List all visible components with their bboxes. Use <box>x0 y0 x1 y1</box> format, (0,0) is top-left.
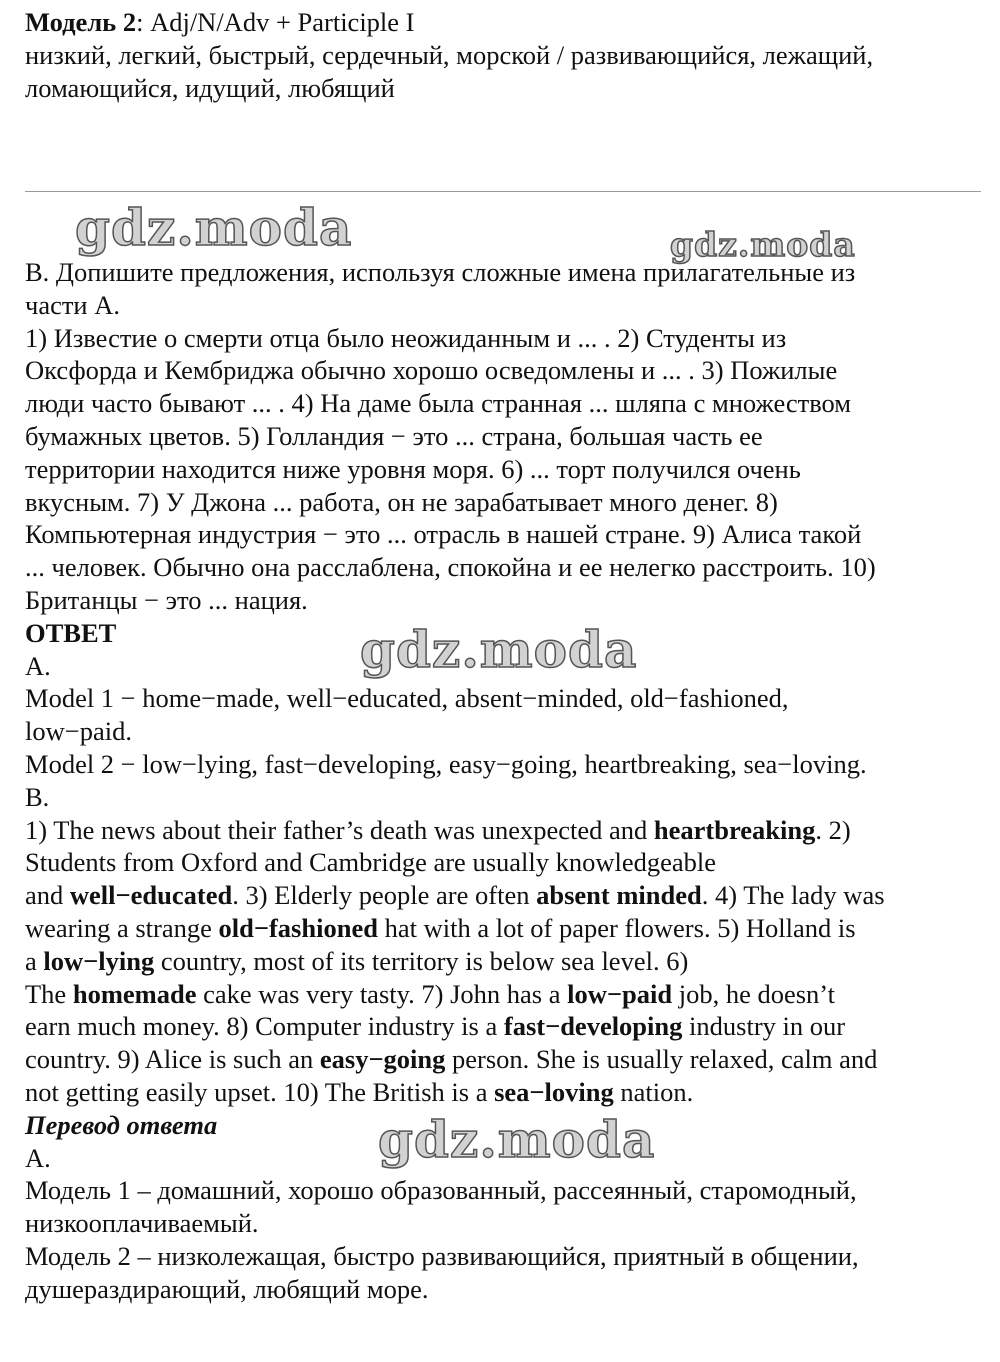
answer-text: wearing a strange <box>25 912 219 943</box>
answer-a-line: low−paid. <box>25 716 132 747</box>
page-divider <box>25 191 981 192</box>
answer-b-line <box>25 1076 985 1109</box>
answer-text: not getting easily upset. 10) The British is a <box>25 1076 495 1107</box>
answer-keyword: low−paid <box>567 978 673 1009</box>
task-line: Компьютерная индустрия − это ... отрасль в нашей стране. 9) Алиса такой <box>25 519 862 550</box>
watermark-logo: gdz.moda <box>378 1110 656 1169</box>
answer-b-line <box>25 945 985 978</box>
task-line: территории находится ниже уровня моря. 6) ... торт получился очень <box>25 453 801 484</box>
translation-line: Модель 2 – низколежащая, быстро развивающийся, приятный в общении, <box>25 1240 859 1271</box>
model2-words-line-2: ломающийся, идущий, любящий <box>25 72 395 103</box>
translation-line: низкооплачиваемый. <box>25 1208 259 1239</box>
answer-text: nation. <box>613 1076 694 1107</box>
task-line: части А. <box>25 289 121 320</box>
answer-keyword: low−lying <box>43 945 155 976</box>
answer-text: person. She is usually relaxed, calm and <box>445 1044 878 1075</box>
task-line: Оксфорда и Кембриджа обычно хорошо осведомлены и ... . 3) Пожилые <box>25 355 838 386</box>
task-line: 1) Известие о смерти отца было неожиданным и ... . 2) Студенты из <box>25 322 787 353</box>
answer-b-lines <box>25 814 985 1109</box>
answer-b-label: B. <box>25 781 50 812</box>
translation-line: душераздирающий, любящий море. <box>25 1273 429 1304</box>
answer-b-line <box>25 1043 985 1076</box>
answer-keyword: fast−developing <box>503 1011 683 1042</box>
answer-text: cake was very tasty. 7) John has a <box>196 978 568 1009</box>
answer-text: . 3) Elderly people are often <box>232 880 537 911</box>
answer-title: ОТВЕТ <box>25 617 117 648</box>
answer-keyword: absent minded <box>536 880 702 911</box>
answer-text: industry in our <box>682 1011 846 1042</box>
translation-line: Модель 1 – домашний, хорошо образованный, рассеянный, старомодный, <box>25 1175 857 1206</box>
translation-a-label: A. <box>25 1142 51 1173</box>
answer-text: country, most of its territory is below sea level. 6) <box>154 945 689 976</box>
answer-text: a <box>25 945 44 976</box>
answer-a-line: Model 1 − home−made, well−educated, absent−minded, old−fashioned, <box>25 683 789 714</box>
answer-text: job, he doesn’t <box>672 978 835 1009</box>
task-line: вкусным. 7) У Джона ... работа, он не зарабатывает много денег. 8) <box>25 486 778 517</box>
task-line: ... человек. Обычно она расслаблена, спокойна и ее нелегко расстроить. 10) <box>25 552 876 583</box>
translation-title: Перевод ответа <box>25 1109 218 1140</box>
watermark-logo: gdz.moda <box>75 198 353 257</box>
model2-pattern: : Adj/N/Adv + Participle I <box>136 7 415 37</box>
task-line: люди часто бывают ... . 4) На даме была странная ... шляпа с множеством <box>25 388 852 419</box>
task-line: B. Допишите предложения, используя сложные имена прилагательные из <box>25 257 856 287</box>
answer-keyword: heartbreaking <box>653 814 816 845</box>
answer-text: . 4) The lady was <box>701 880 885 911</box>
model2-label: Модель 2 <box>25 7 137 37</box>
answer-b-line <box>25 846 985 879</box>
answer-text: Students from Oxford and Cambridge are usually knowledgeable <box>25 847 717 878</box>
answer-keyword: sea−loving <box>494 1076 614 1107</box>
answer-b-line <box>25 912 985 945</box>
model2-header <box>25 6 985 104</box>
answer-a-line: Model 2 − low−lying, fast−developing, easy−going, heartbreaking, sea−loving. <box>25 748 867 779</box>
answer-keyword: easy−going <box>319 1044 446 1075</box>
answer-text: and <box>25 880 70 911</box>
watermark-logo: gdz.moda <box>360 620 638 679</box>
task-b <box>25 256 985 617</box>
answer-b-line <box>25 1010 985 1043</box>
answer-text: earn much money. 8) Computer industry is a <box>25 1011 504 1042</box>
model2-title-line <box>25 6 985 39</box>
answer-keyword: homemade <box>72 978 197 1009</box>
answer-keyword: old−fashioned <box>218 912 378 943</box>
answer-a-label: A. <box>25 650 51 681</box>
answer-text: 1) The news about their father’s death was unexpected and <box>25 814 654 845</box>
task-line: Британцы − это ... нация. <box>25 584 308 615</box>
answer-keyword: well−educated <box>69 880 233 911</box>
answer-text: hat with a lot of paper flowers. 5) Holland is <box>377 912 856 943</box>
answer-text: . 2) <box>815 814 851 845</box>
answer-b-line <box>25 978 985 1011</box>
task-line: бумажных цветов. 5) Голландия − это ... страна, большая часть ее <box>25 420 763 451</box>
answer-section <box>25 617 985 1109</box>
answer-text: The <box>25 978 73 1009</box>
answer-b-line <box>25 879 985 912</box>
answer-text: country. 9) Alice is such an <box>25 1044 320 1075</box>
watermark-logo: gdz.moda <box>670 225 856 264</box>
model2-words-line-1: низкий, легкий, быстрый, сердечный, морской / развивающийся, лежащий, <box>25 39 874 70</box>
answer-b-line <box>25 814 985 847</box>
